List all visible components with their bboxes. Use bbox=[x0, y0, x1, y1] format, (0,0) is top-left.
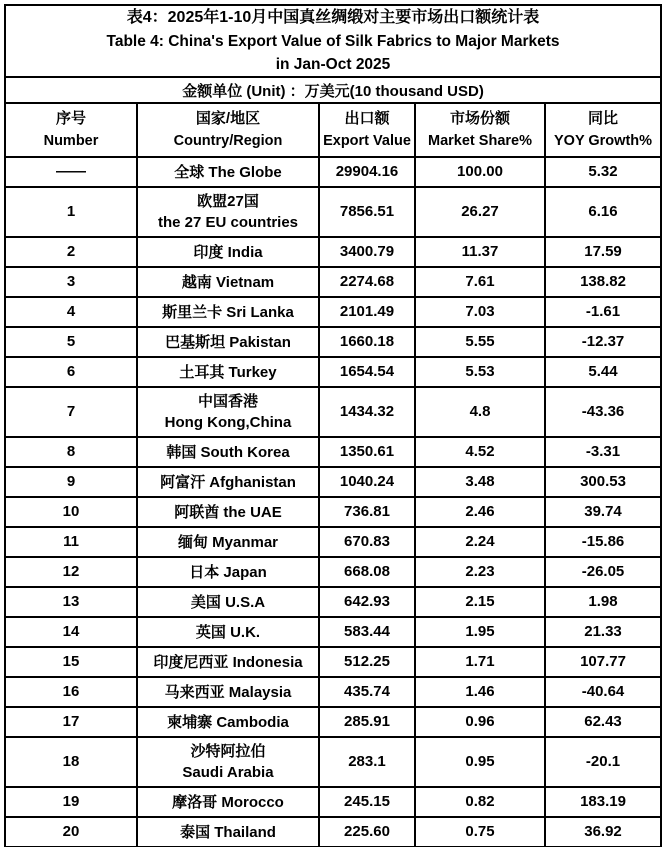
cell-number: 18 bbox=[5, 737, 137, 787]
cell-country bbox=[137, 587, 319, 617]
cell-export-value: 583.44 bbox=[319, 617, 415, 647]
cell-yoy-growth: 17.59 bbox=[545, 237, 661, 267]
unit-note: 金额单位 (Unit) ：万美元(10 thousand USD) bbox=[5, 77, 661, 103]
cell-number: 11 bbox=[5, 527, 137, 557]
cell-market-share: 7.03 bbox=[415, 297, 545, 327]
cell-number: 17 bbox=[5, 707, 137, 737]
cell-country-line2: Hong Kong,China bbox=[164, 414, 292, 431]
cell-market-share: 11.37 bbox=[415, 237, 545, 267]
cell-market-share: 3.48 bbox=[415, 467, 545, 497]
table-row bbox=[5, 787, 661, 817]
cell-market-share: 2.24 bbox=[415, 527, 545, 557]
cell-number: 14 bbox=[5, 617, 137, 647]
cell-country bbox=[137, 647, 319, 677]
cell-country-line1: 英国 U.K. bbox=[195, 623, 261, 641]
cell-yoy-growth: -40.64 bbox=[545, 677, 661, 707]
cell-yoy-growth: 5.44 bbox=[545, 357, 661, 387]
cell-export-value: 1654.54 bbox=[319, 357, 415, 387]
header-row bbox=[5, 103, 661, 157]
cell-export-value: 1434.32 bbox=[319, 387, 415, 437]
table-row bbox=[5, 327, 661, 357]
cell-export-value: 7856.51 bbox=[319, 187, 415, 237]
cell-country-line1: 中国香港 bbox=[197, 393, 258, 410]
table-title bbox=[5, 5, 661, 77]
table-row bbox=[5, 297, 661, 327]
cell-yoy-growth: 183.19 bbox=[545, 787, 661, 817]
cell-country bbox=[137, 737, 319, 787]
title-row bbox=[5, 5, 661, 77]
cell-export-value: 1350.61 bbox=[319, 437, 415, 467]
cell-country bbox=[137, 467, 319, 497]
cell-export-value: 283.1 bbox=[319, 737, 415, 787]
cell-country-line1: 斯里兰卡 Sri Lanka bbox=[162, 303, 294, 321]
cell-export-value: 1660.18 bbox=[319, 327, 415, 357]
cell-export-value: 29904.16 bbox=[319, 157, 415, 187]
table-body bbox=[5, 157, 661, 847]
cell-export-value: 245.15 bbox=[319, 787, 415, 817]
cell-country bbox=[137, 527, 319, 557]
col-header-country-en: Country/Region bbox=[173, 133, 283, 149]
table-row bbox=[5, 387, 661, 437]
cell-country-line1: 柬埔寨 Cambodia bbox=[167, 713, 289, 731]
cell-yoy-growth: 36.92 bbox=[545, 817, 661, 847]
cell-market-share: 0.82 bbox=[415, 787, 545, 817]
cell-number: 13 bbox=[5, 587, 137, 617]
table-row bbox=[5, 817, 661, 847]
cell-country bbox=[137, 707, 319, 737]
cell-number: 6 bbox=[5, 357, 137, 387]
cell-yoy-growth: -15.86 bbox=[545, 527, 661, 557]
cell-yoy-growth: 5.32 bbox=[545, 157, 661, 187]
cell-country-line1: 全球 The Globe bbox=[174, 163, 282, 181]
cell-country bbox=[137, 617, 319, 647]
table-row bbox=[5, 237, 661, 267]
cell-yoy-growth: -3.31 bbox=[545, 437, 661, 467]
cell-number: 12 bbox=[5, 557, 137, 587]
cell-number: 19 bbox=[5, 787, 137, 817]
cell-country-line1: 越南 Vietnam bbox=[181, 273, 275, 291]
cell-country bbox=[137, 357, 319, 387]
cell-number: 9 bbox=[5, 467, 137, 497]
table-row bbox=[5, 677, 661, 707]
cell-market-share: 0.96 bbox=[415, 707, 545, 737]
silk-export-table bbox=[4, 4, 662, 847]
table-title-zh: 表4：2025年1-10月中国真丝绸缎对主要市场出口额统计表 bbox=[126, 9, 540, 26]
cell-country-line1: 日本 Japan bbox=[189, 563, 267, 581]
cell-export-value: 225.60 bbox=[319, 817, 415, 847]
cell-country-line1: 土耳其 Turkey bbox=[179, 363, 277, 381]
cell-export-value: 435.74 bbox=[319, 677, 415, 707]
col-header-number-zh: 序号 bbox=[55, 110, 86, 127]
cell-number: 10 bbox=[5, 497, 137, 527]
col-header-export-value-zh: 出口额 bbox=[344, 110, 390, 127]
cell-yoy-growth: -20.1 bbox=[545, 737, 661, 787]
cell-yoy-growth: 138.82 bbox=[545, 267, 661, 297]
cell-country bbox=[137, 557, 319, 587]
cell-country bbox=[137, 387, 319, 437]
col-header-yoy-growth bbox=[545, 103, 661, 157]
cell-number: 20 bbox=[5, 817, 137, 847]
cell-number: 5 bbox=[5, 327, 137, 357]
cell-market-share: 1.95 bbox=[415, 617, 545, 647]
cell-country bbox=[137, 787, 319, 817]
cell-market-share: 0.95 bbox=[415, 737, 545, 787]
table-title-en: Table 4: China's Export Value of Silk Fabrics to Major Markets bbox=[106, 33, 560, 50]
col-header-market-share bbox=[415, 103, 545, 157]
cell-export-value: 670.83 bbox=[319, 527, 415, 557]
col-header-market-share-en: Market Share% bbox=[428, 133, 532, 149]
table-row bbox=[5, 707, 661, 737]
cell-country bbox=[137, 187, 319, 237]
cell-country-line1: 巴基斯坦 Pakistan bbox=[165, 333, 291, 351]
cell-country-line1: 美国 U.S.A bbox=[190, 593, 266, 611]
col-header-country-zh: 国家/地区 bbox=[195, 110, 261, 127]
col-header-export-value-en: Export Value bbox=[323, 133, 411, 149]
cell-yoy-growth: 300.53 bbox=[545, 467, 661, 497]
cell-yoy-growth: -26.05 bbox=[545, 557, 661, 587]
cell-country-line1: 马来西亚 Malaysia bbox=[164, 683, 292, 701]
cell-country bbox=[137, 237, 319, 267]
table-row bbox=[5, 587, 661, 617]
cell-country-line1: 印度 India bbox=[193, 243, 263, 261]
cell-yoy-growth: -43.36 bbox=[545, 387, 661, 437]
cell-export-value: 642.93 bbox=[319, 587, 415, 617]
table-row bbox=[5, 267, 661, 297]
cell-number: —— bbox=[5, 157, 137, 187]
cell-country bbox=[137, 437, 319, 467]
cell-market-share: 26.27 bbox=[415, 187, 545, 237]
cell-yoy-growth: -1.61 bbox=[545, 297, 661, 327]
cell-market-share: 4.8 bbox=[415, 387, 545, 437]
cell-number: 2 bbox=[5, 237, 137, 267]
col-header-number bbox=[5, 103, 137, 157]
cell-number: 7 bbox=[5, 387, 137, 437]
table-row bbox=[5, 557, 661, 587]
col-header-market-share-zh: 市场份额 bbox=[449, 110, 510, 127]
cell-market-share: 2.46 bbox=[415, 497, 545, 527]
cell-country-line1: 欧盟27国 bbox=[197, 193, 259, 210]
cell-country-line1: 泰国 Thailand bbox=[180, 823, 276, 841]
cell-market-share: 2.23 bbox=[415, 557, 545, 587]
cell-country-line1: 阿富汗 Afghanistan bbox=[160, 473, 296, 491]
col-header-yoy-growth-zh: 同比 bbox=[588, 110, 619, 127]
table-row bbox=[5, 437, 661, 467]
unit-row bbox=[5, 77, 661, 103]
cell-market-share: 0.75 bbox=[415, 817, 545, 847]
table-row bbox=[5, 497, 661, 527]
table-row bbox=[5, 357, 661, 387]
table-row bbox=[5, 187, 661, 237]
cell-export-value: 736.81 bbox=[319, 497, 415, 527]
cell-market-share: 100.00 bbox=[415, 157, 545, 187]
cell-country bbox=[137, 327, 319, 357]
col-header-number-en: Number bbox=[43, 133, 99, 149]
cell-country-line1: 韩国 South Korea bbox=[166, 443, 290, 461]
cell-market-share: 5.55 bbox=[415, 327, 545, 357]
cell-number: 8 bbox=[5, 437, 137, 467]
cell-number: 4 bbox=[5, 297, 137, 327]
table-row bbox=[5, 737, 661, 787]
cell-export-value: 3400.79 bbox=[319, 237, 415, 267]
cell-country-line1: 印度尼西亚 Indonesia bbox=[153, 653, 303, 671]
cell-market-share: 2.15 bbox=[415, 587, 545, 617]
table-row bbox=[5, 527, 661, 557]
cell-yoy-growth: 39.74 bbox=[545, 497, 661, 527]
table-row bbox=[5, 617, 661, 647]
cell-yoy-growth: 6.16 bbox=[545, 187, 661, 237]
cell-yoy-growth: 107.77 bbox=[545, 647, 661, 677]
cell-market-share: 1.71 bbox=[415, 647, 545, 677]
table-row bbox=[5, 467, 661, 497]
cell-yoy-growth: -12.37 bbox=[545, 327, 661, 357]
cell-market-share: 1.46 bbox=[415, 677, 545, 707]
cell-number: 3 bbox=[5, 267, 137, 297]
col-header-export-value bbox=[319, 103, 415, 157]
cell-yoy-growth: 21.33 bbox=[545, 617, 661, 647]
cell-export-value: 512.25 bbox=[319, 647, 415, 677]
col-header-country bbox=[137, 103, 319, 157]
cell-export-value: 285.91 bbox=[319, 707, 415, 737]
cell-country bbox=[137, 157, 319, 187]
cell-export-value: 2274.68 bbox=[319, 267, 415, 297]
cell-yoy-growth: 62.43 bbox=[545, 707, 661, 737]
cell-country bbox=[137, 497, 319, 527]
cell-yoy-growth: 1.98 bbox=[545, 587, 661, 617]
cell-market-share: 5.53 bbox=[415, 357, 545, 387]
cell-country bbox=[137, 267, 319, 297]
cell-country-line1: 缅甸 Myanmar bbox=[177, 533, 279, 551]
cell-number: 16 bbox=[5, 677, 137, 707]
cell-number: 15 bbox=[5, 647, 137, 677]
cell-export-value: 1040.24 bbox=[319, 467, 415, 497]
cell-export-value: 2101.49 bbox=[319, 297, 415, 327]
table-title-en-line2: in Jan-Oct 2025 bbox=[275, 56, 391, 73]
cell-country bbox=[137, 817, 319, 847]
cell-market-share: 7.61 bbox=[415, 267, 545, 297]
table-row bbox=[5, 157, 661, 187]
col-header-yoy-growth-en: YOY Growth% bbox=[554, 133, 653, 149]
cell-country-line2: Saudi Arabia bbox=[182, 764, 274, 781]
cell-number: 1 bbox=[5, 187, 137, 237]
cell-market-share: 4.52 bbox=[415, 437, 545, 467]
cell-country bbox=[137, 297, 319, 327]
table-row bbox=[5, 647, 661, 677]
cell-country-line1: 摩洛哥 Morocco bbox=[172, 793, 284, 811]
cell-export-value: 668.08 bbox=[319, 557, 415, 587]
cell-country-line1: 阿联酋 the UAE bbox=[174, 503, 282, 521]
cell-country-line2: the 27 EU countries bbox=[157, 214, 299, 231]
cell-country-line1: 沙特阿拉伯 bbox=[190, 743, 266, 760]
cell-country bbox=[137, 677, 319, 707]
